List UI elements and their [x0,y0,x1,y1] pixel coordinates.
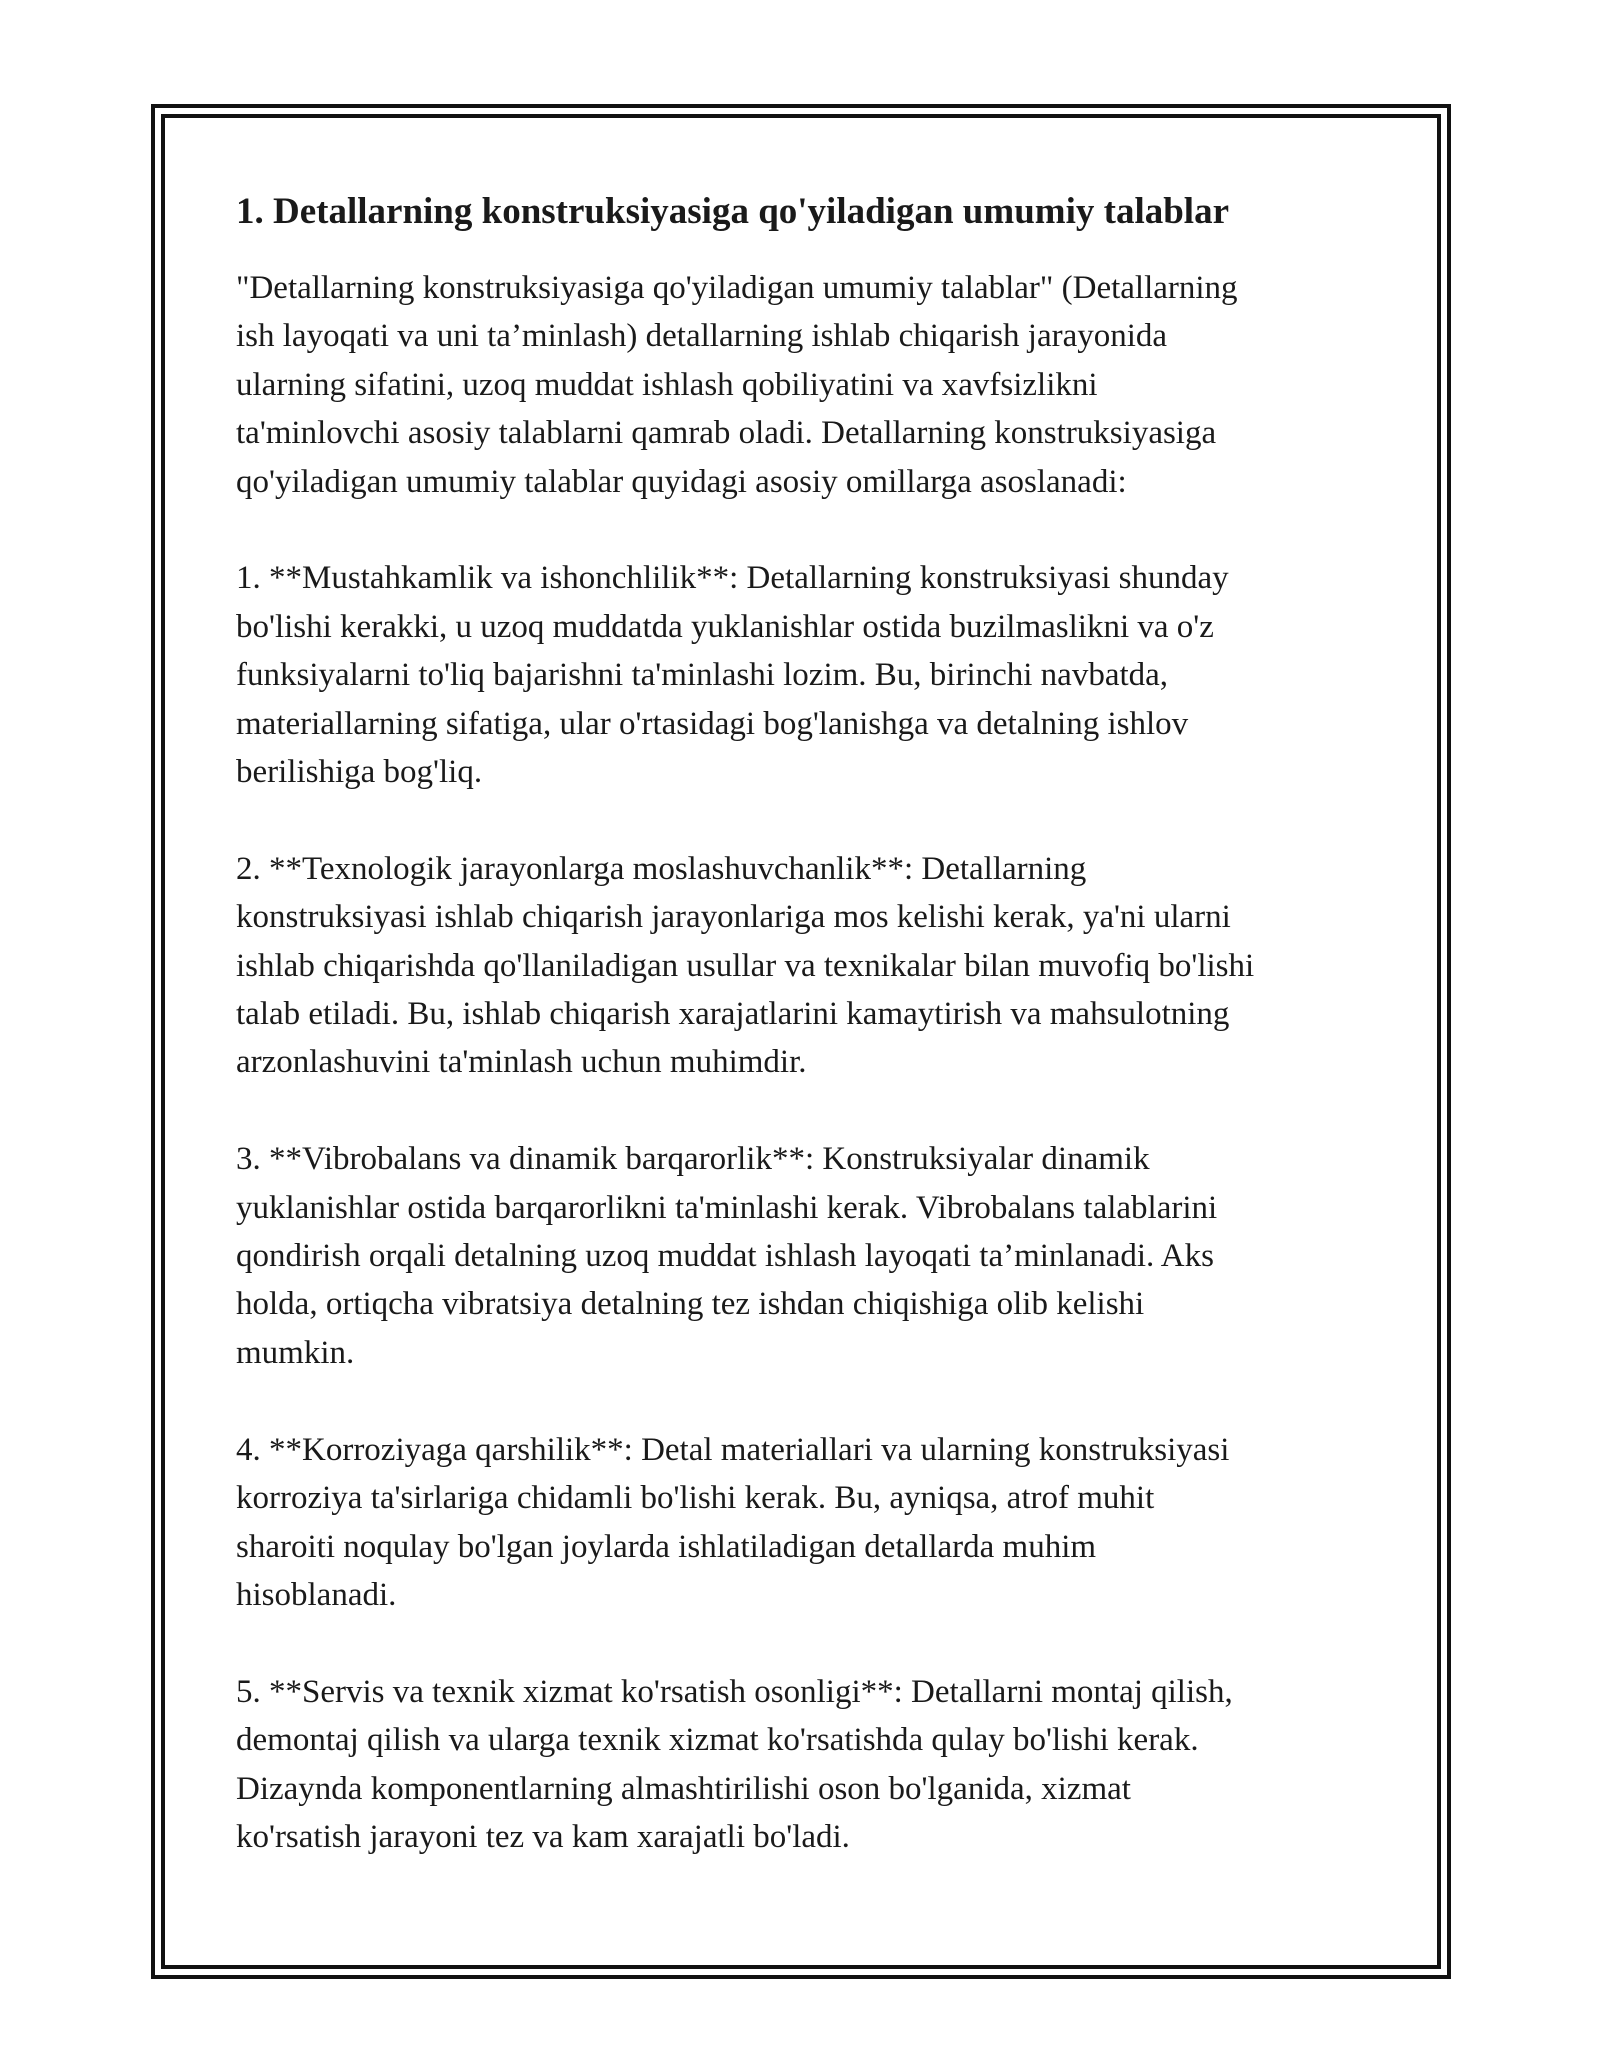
text-line: ko'rsatish jarayoni tez va kam xarajatli bo'ladi. [236,1818,850,1855]
text-line: sharoiti noqulay bo'lgan joylarda ishlatiladigan detallarda muhim [236,1528,1097,1565]
text-line: 1. **Mustahkamlik va ishonchlilik**: Detallarning konstruksiyasi shunday [236,560,1229,597]
text-line: demontaj qilish va ularga texnik xizmat ko'rsatishda qulay bo'lishi kerak. [236,1722,1199,1759]
text-line: mumkin. [236,1334,355,1371]
text-line: bo'lishi kerakki, u uzoq muddatda yuklanishlar ostida buzilmaslikni va o'z [236,608,1214,645]
requirement-paragraph-2 [236,845,1386,1087]
text-line: 5. **Servis va texnik xizmat ko'rsatish osonligi**: Detallarni montaj qilish, [236,1673,1233,1710]
text-line: qondirish orqali detalning uzoq muddat ishlash layoqati ta’minlanadi. Aks [236,1238,1214,1275]
text-line: arzonlashuvini ta'minlash uchun muhimdir. [236,1044,807,1081]
text-line: 3. **Vibrobalans va dinamik barqarorlik**: Konstruksiyalar dinamik [236,1141,1150,1178]
text-line: materiallarning sifatiga, ular o'rtasidagi bog'lanishga va detalning ishlov [236,705,1189,742]
text-line: yuklanishlar ostida barqarorlikni ta'minlashi kerak. Vibrobalans talablarini [236,1189,1218,1226]
text-line: talab etiladi. Bu, ishlab chiqarish xarajatlarini kamaytirish va mahsulotning [236,996,1230,1033]
text-line: Dizaynda komponentlarning almashtirilishi oson bo'lganida, xizmat [236,1770,1131,1807]
requirement-paragraph-1 [236,554,1386,796]
requirement-paragraph-5 [236,1668,1386,1862]
text-line: qo'yiladigan umumiy talablar quyidagi asosiy omillarga asoslanadi: [236,463,1127,500]
text-line: konstruksiyasi ishlab chiqarish jarayonlariga mos kelishi kerak, ya'ni ularni [236,899,1231,936]
text-line: ularning sifatini, uzoq muddat ishlash qobiliyatini va xavfsizlikni [236,366,1098,403]
intro-paragraph [236,264,1386,506]
text-line: ishlab chiqarishda qo'llaniladigan usullar va texnikalar bilan muvofiq bo'lishi [236,947,1255,984]
document-title: 1. Detallarning konstruksiyasiga qo'yiladigan umumiy talablar [236,191,1230,232]
text-line: ish layoqati va uni ta’minlash) detallarning ishlab chiqarish jarayonida [236,318,1168,355]
text-line: 2. **Texnologik jarayonlarga moslashuvchanlik**: Detallarning [236,850,1087,887]
text-line: hisoblanadi. [236,1576,397,1613]
text-line: holda, ortiqcha vibratsiya detalning tez ishdan chiqishiga olib kelishi [236,1286,1145,1323]
text-line: 4. **Korroziyaga qarshilik**: Detal materiallari va ularning konstruksiyasi [236,1431,1230,1468]
requirement-paragraph-3 [236,1135,1386,1377]
requirement-paragraph-4 [236,1426,1386,1620]
text-line: korroziya ta'sirlariga chidamli bo'lishi kerak. Bu, ayniqsa, atrof muhit [236,1480,1155,1517]
text-line: berilishiga bog'liq. [236,754,483,791]
text-line: ta'minlovchi asosiy talablarni qamrab oladi. Detallarning konstruksiyasiga [236,415,1217,452]
text-line: funksiyalarni to'liq bajarishni ta'minlashi lozim. Bu, birinchi navbatda, [236,657,1169,694]
document-body [236,188,1386,1861]
text-line: "Detallarning konstruksiyasiga qo'yiladigan umumiy talablar" (Detallarning [236,270,1238,306]
